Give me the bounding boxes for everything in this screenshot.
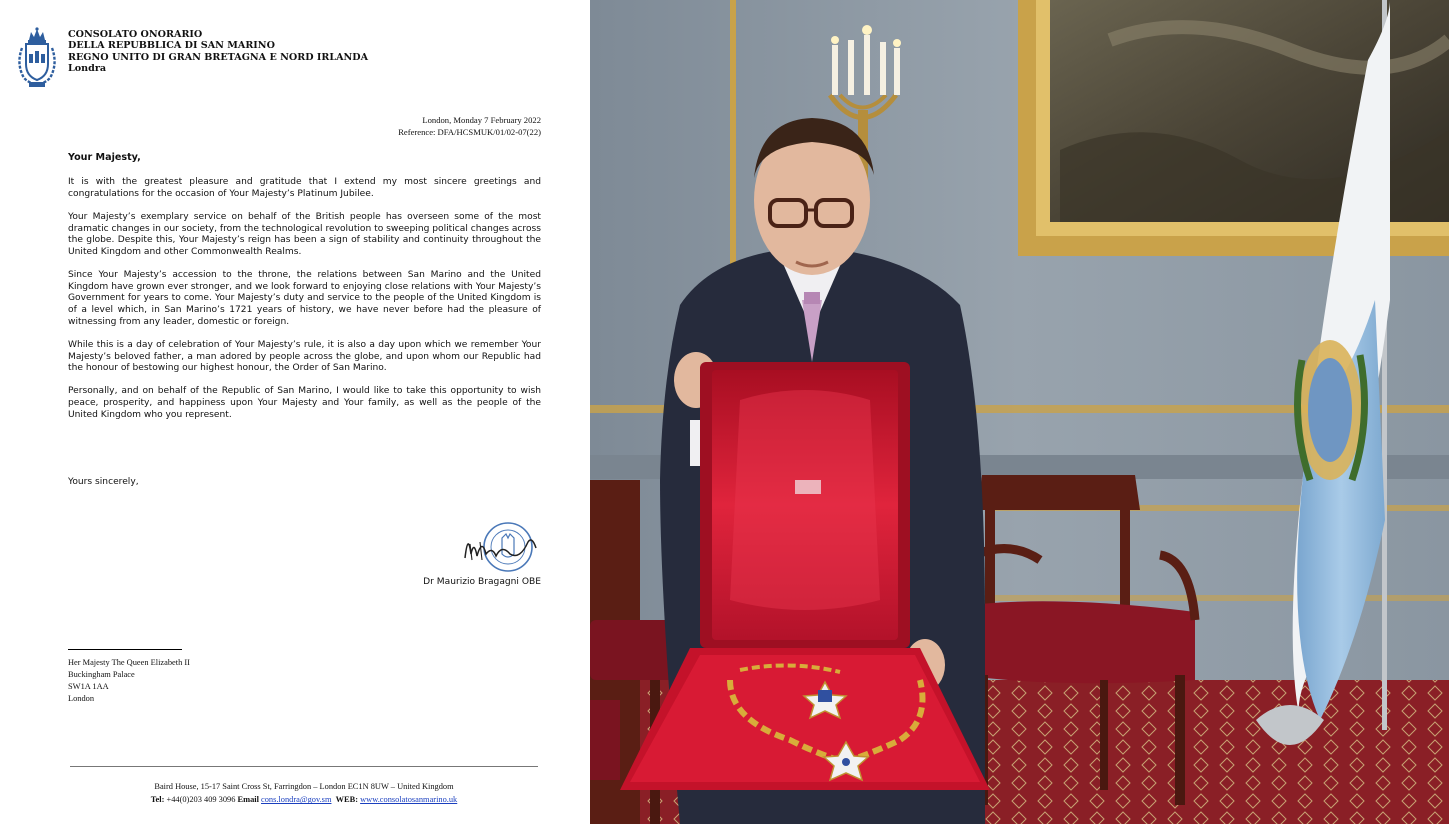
email-link[interactable]: cons.londra@gov.sm [261,795,332,805]
date-reference-block [398,115,541,138]
footer-divider [70,766,538,767]
san-marino-crest-icon [14,26,60,88]
letterhead-line: Londra [68,63,107,75]
body-paragraph: Since Your Majesty’s accession to the throne, the relations between San Marino and the United Kingdom have grown ever stronger, and we look forward to enjoying close relations with Your Majesty’s Government for years to come. Your Majesty’s duty and service to the people of the United Kingdom is of a level which, in San Marino’s 1721 years of history, we have never before had the pleasure of witnessing from any leader, domestic or foreign. [68,270,541,327]
letter-body [68,177,541,433]
body-paragraph: While this is a day of celebration of Your Majesty’s rule, it is also a day upon which we remember Your Majesty’s beloved father, a man adored by people across the globe, and upon whom our Republic had the honour of bestowing our highest honour, the Order of San Marino. [68,339,541,374]
footer-address: Baird House, 15-17 Saint Cross St, Farringdon – London EC1N 8UW – United Kingdom [154,782,454,791]
letterhead-line: DELLA REPUBBLICA DI SAN MARINO [68,40,275,52]
closing: Yours sincerely, [68,477,139,487]
web-link[interactable]: www.consolatosanmarino.uk [360,795,458,805]
body-paragraph: Personally, and on behalf of the Republic of San Marino, I would like to take this opportunity to wish peace, prosperity, and happiness upon Your Majesty and Your family, as well as the people of the United Kingdom who you represent. [68,386,541,420]
consulate-letterhead [68,29,368,75]
photo-illustration [590,0,1449,824]
recipient-line: London [68,693,95,703]
body-paragraph: It is with the greatest pleasure and gratitude that I extend my most sincere greetings and congratulations for the occasion of Your Majesty’s Platinum Jubilee. [68,177,541,199]
recipient-line: Her Majesty The Queen Elizabeth II [68,658,190,667]
body-paragraph: Your Majesty’s exemplary service on behalf of the British people has overseen some of the most dramatic changes in our society, from the technological revolution to sweeping political changes across the globe. Despite this, Your Majesty’s reign has been a sign of stability and continuity throughout the United Kingdom and other Commonwealth Realms. [68,211,541,257]
letterhead-line: REGNO UNITO DI GRAN BRETAGNA E NORD IRLANDA [68,51,369,63]
ceremony-photo [590,0,1449,824]
gilt-molding [990,595,1449,601]
letter-document [0,0,590,824]
footer-contacts [70,793,538,806]
tel-label: Tel: [150,795,165,805]
address-divider [68,649,182,650]
letter-footer [70,780,538,807]
letter-reference: Reference: DFA/HCSMUK/01/02-07(22) [398,126,541,137]
signature-and-seal-icon [462,520,542,574]
letterhead-line: CONSOLATO ONORARIO [68,29,203,40]
letter-date: London, Monday 7 February 2022 [422,115,541,125]
salutation: Your Majesty, [68,152,141,163]
email-label: Email [237,795,259,805]
signatory-name: Dr Maurizio Bragagni OBE [423,577,541,587]
web-label: WEB: [335,795,358,805]
recipient-line: SW1A 1AA [68,681,109,691]
tel-number: +44(0)203 409 3096 [166,795,236,805]
recipient-address [68,657,190,705]
recipient-line: Buckingham Palace [68,669,135,679]
